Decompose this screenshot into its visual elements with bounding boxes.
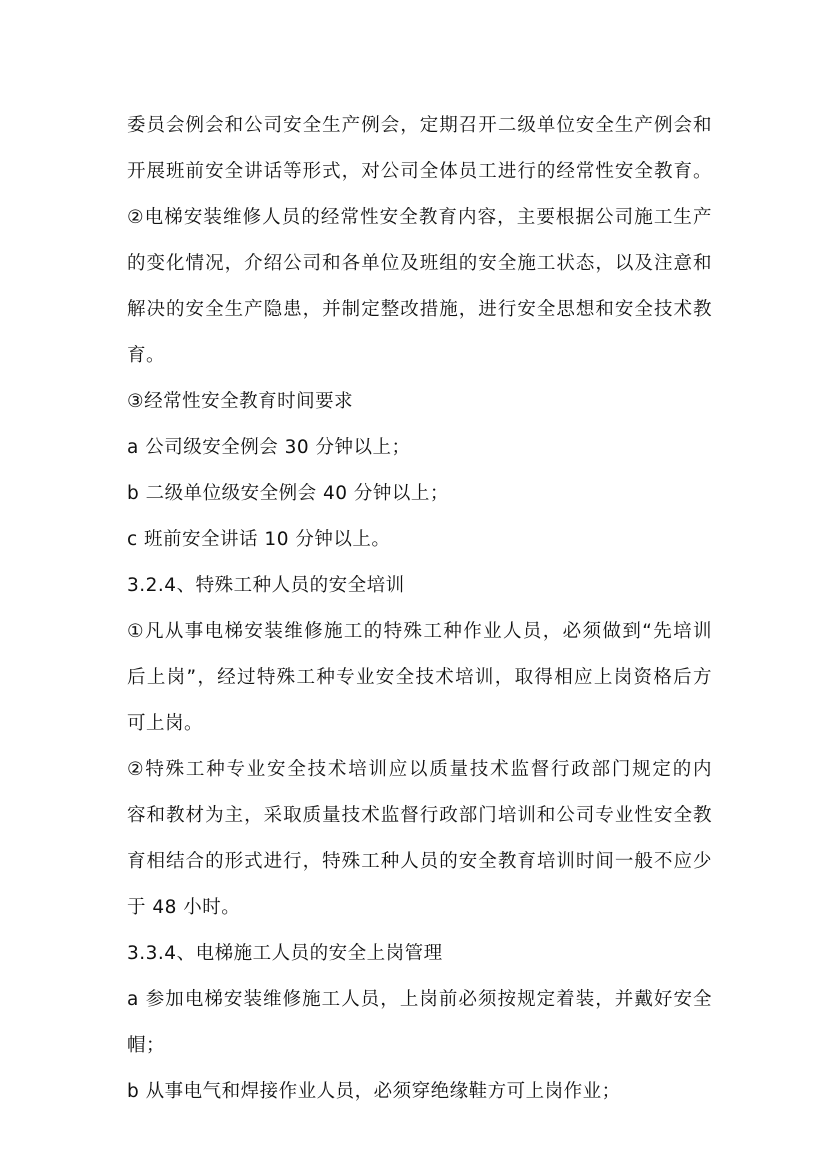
text-line: 于 48 小时。 xyxy=(127,897,241,918)
text-line: b 二级单位级安全例会 40 分钟以上； xyxy=(127,483,449,504)
text-line: 解决的安全生产隐患，并制定整改措施，进行安全思想和安全技术教 xyxy=(127,299,712,320)
text-line: 育。 xyxy=(127,345,166,366)
section-heading: 3.3.4、电梯施工人员的安全上岗管理 xyxy=(127,943,443,964)
text-line: 委员会例会和公司安全生产例会，定期召开二级单位安全生产例会和 xyxy=(127,115,712,136)
document-body xyxy=(127,103,712,1115)
text-line: b 从事电气和焊接作业人员，必须穿绝缘鞋方可上岗作业； xyxy=(127,1081,621,1102)
text-line: c 班前安全讲话 10 分钟以上。 xyxy=(127,529,391,550)
text-line: ②电梯安装维修人员的经常性安全教育内容，主要根据公司施工生产 xyxy=(127,207,712,228)
section-heading: 3.2.4、特殊工种人员的安全培训 xyxy=(127,575,405,596)
text-line: 帽； xyxy=(127,1035,166,1056)
text-line: 后上岗”，经过特殊工种专业安全技术培训，取得相应上岗资格后方 xyxy=(127,667,712,688)
text-line: ③经常性安全教育时间要求 xyxy=(127,391,354,412)
text-line: 的变化情况，介绍公司和各单位及班组的安全施工状态，以及注意和 xyxy=(127,253,712,274)
text-line: 容和教材为主，采取质量技术监督行政部门培训和公司专业性安全教 xyxy=(127,805,712,826)
text-line: 可上岗。 xyxy=(127,713,204,734)
text-line: ①凡从事电梯安装维修施工的特殊工种作业人员，必须做到“先培训 xyxy=(127,621,712,642)
text-line: 育相结合的形式进行，特殊工种人员的安全教育培训时间一般不应少 xyxy=(127,851,712,872)
text-line: a 参加电梯安装维修施工人员，上岗前必须按规定着装，并戴好安全 xyxy=(127,989,712,1010)
text-line: 开展班前安全讲话等形式，对公司全体员工进行的经常性安全教育。 xyxy=(127,161,712,182)
text-line: a 公司级安全例会 30 分钟以上； xyxy=(127,437,411,458)
text-line: ②特殊工种专业安全技术培训应以质量技术监督行政部门规定的内 xyxy=(127,759,712,780)
